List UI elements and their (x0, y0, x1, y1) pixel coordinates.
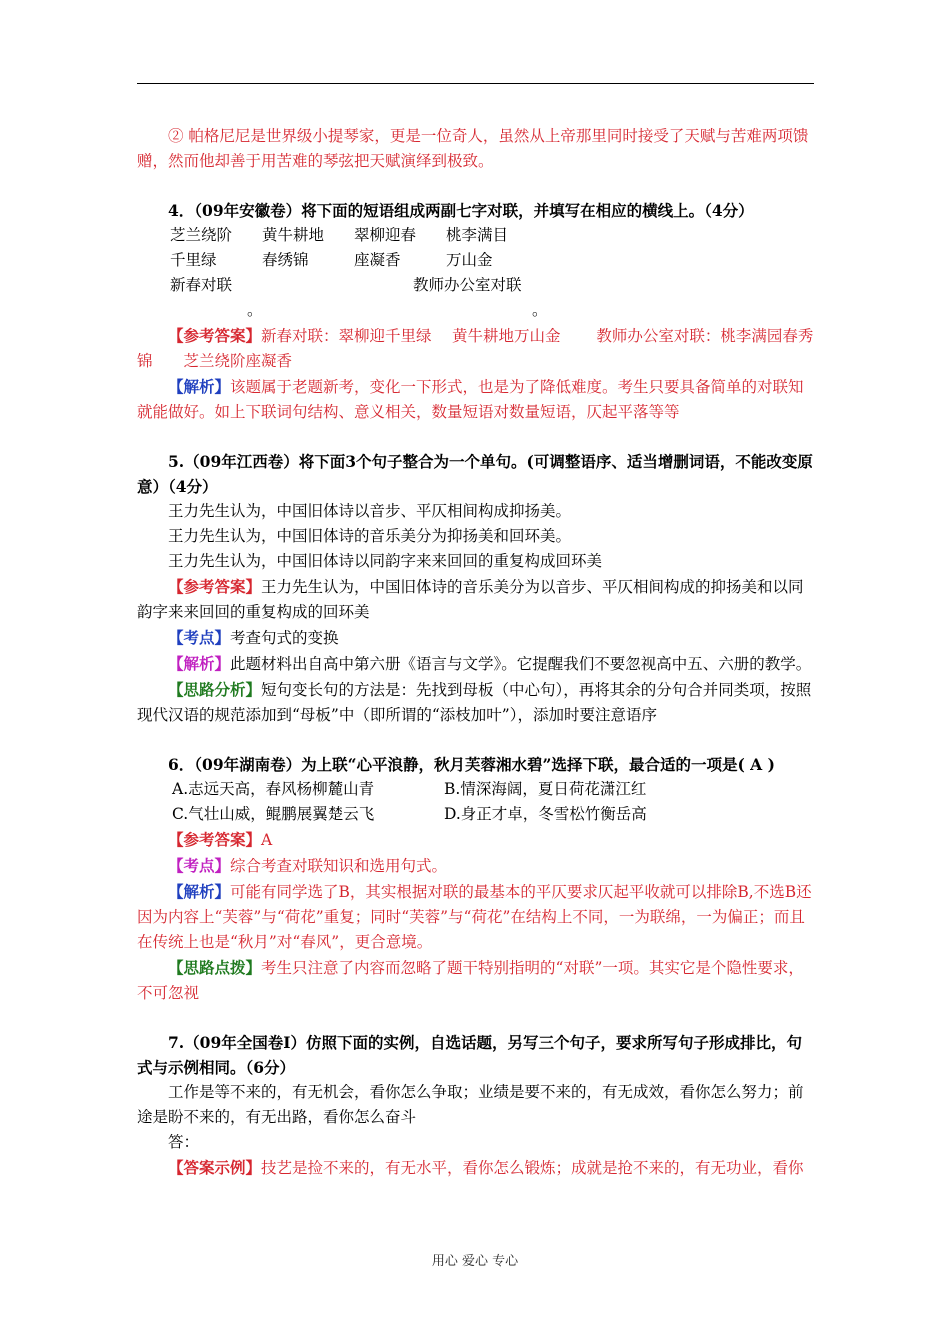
q6-tip (137, 955, 814, 1006)
answer-text: A (261, 831, 273, 849)
analysis-text: 此题材料出自高中第六册《语言与文学》。它提醒我们不要忽视高中五、六册的教学。 (230, 655, 812, 673)
q4-answer (137, 323, 814, 374)
q5-question: 5.（09年江西卷）将下面3个句子整合为一个单句。(可调整语序、适当增删词语，不能改变原意）（4分） (137, 452, 813, 496)
q4-phrases-row2 (137, 248, 814, 273)
analysis-text: 该题属于老题新考，变化一下形式，也是为了降低难度。考生只要具备简单的对联知就能做好。如上下联词句结构、意义相关，数量短语对数量短语，仄起平落等等 (137, 378, 804, 421)
blank-period: 。 (247, 301, 263, 319)
q7-example: 工作是等不来的，有无机会，看你怎么争取；业绩是要不来的，有无成效，看你怎么努力；前途是盼不来的，有无出路，看你怎么奋斗 (137, 1083, 804, 1126)
q6-point (137, 853, 814, 879)
phrase: 芝兰绕阶 (170, 226, 233, 244)
q4-label-left: 新春对联 (170, 276, 233, 294)
analysis-tag: 【解析】 (168, 377, 231, 396)
option-c: C.气壮山威，鲲鹏展翼楚云飞 (172, 805, 375, 823)
q7-answer (137, 1155, 814, 1181)
answer-tag: 【参考答案】 (168, 830, 262, 849)
q6-answer (137, 827, 814, 853)
tip-tag: 【思路点拨】 (168, 958, 262, 977)
answer-text: 新春对联：翠柳迎千里绿 黄牛耕地万山金 教师办公室对联：桃李满园春秀锦 芝兰绕阶座凝香 (137, 327, 814, 370)
q4-label-right: 教师办公室对联 (413, 276, 522, 294)
phrase: 春绣锦 (262, 251, 309, 269)
phrase: 黄牛耕地 (262, 226, 325, 244)
q5-sentence: 王力先生认为，中国旧体诗以音步、平仄相间构成抑扬美。 (168, 502, 572, 520)
q4-phrases-row1 (137, 223, 814, 248)
q7-question: 7.（09年全国卷Ⅰ）仿照下面的实例，自选话题，另写三个句子，要求所写句子形成排比，句式与示例相同。（6分） (137, 1033, 803, 1077)
q6-question: 6．（09年湖南卷）为上联“心平浪静，秋月芙蓉湘水碧”选择下联，最合适的一项是( A ) (168, 755, 775, 774)
tip-text: 考生只注意了内容而忽略了题干特别指明的“对联”一项。其实它是个隐性要求，不可忽视 (137, 959, 804, 1002)
option-b: B.情深海阔，夏日荷花潇江红 (444, 780, 647, 798)
q6-analysis (137, 879, 814, 955)
q5-thinking (137, 677, 814, 728)
phrase: 万山金 (446, 251, 493, 269)
q4-labels (137, 273, 814, 298)
phrase: 桃李满目 (446, 226, 509, 244)
q5-sentence: 王力先生认为，中国旧体诗以同韵字来来回回的重复构成回环美 (168, 552, 603, 570)
q4-question: 4．（09年安徽卷）将下面的短语组成两副七字对联，并填写在相应的横线上。（4分） (168, 201, 754, 220)
point-text: 考查句式的变换 (230, 629, 339, 647)
header-rule (137, 83, 814, 84)
document-body (137, 124, 814, 1181)
phrase: 千里绿 (170, 251, 217, 269)
analysis-tag: 【解析】 (168, 654, 231, 673)
option-d: D.身正才卓，冬雪松竹衡岳高 (444, 805, 647, 823)
point-tag: 【考点】 (168, 628, 231, 647)
q4-analysis (137, 374, 814, 425)
answer-text: 技艺是捡不来的，有无水平，看你怎么锻炼；成就是抢不来的，有无功业，看你 (261, 1159, 804, 1177)
blank-period: 。 (532, 301, 548, 319)
page-footer: 用心 爱心 专心 (431, 1254, 519, 1269)
q5-analysis (137, 651, 814, 677)
continued-paragraph: ② 帕格尼尼是世界级小提琴家，更是一位奇人，虽然从上帝那里同时接受了天赋与苦难两项馈赠，然而他却善于用苦难的琴弦把天赋演绎到极致。 (137, 127, 809, 170)
phrase: 座凝香 (354, 251, 401, 269)
answer-text: 王力先生认为，中国旧体诗的音乐美分为以音步、平仄相间构成的抑扬美和以同韵字来来回回的重复构成的回环美 (137, 578, 804, 621)
analysis-tag: 【解析】 (168, 882, 231, 901)
option-a: A.志远天高，春风杨柳麓山青 (172, 780, 375, 798)
think-tag: 【思路分析】 (168, 680, 262, 699)
point-text: 综合考查对联知识和选用句式。 (230, 857, 448, 875)
point-tag: 【考点】 (168, 856, 231, 875)
answer-tag: 【参考答案】 (168, 577, 262, 596)
q7-answer-label: 答： (168, 1133, 200, 1151)
analysis-text: 可能有同学选了B，其实根据对联的最基本的平仄要求仄起平收就可以排除B,不选B还因为内容上“芙蓉”与“荷花”重复；同时“芙蓉”与“荷花”在结构上不同，一为联绵，一为偏正；而且在传统上也是“秋月”对“春风”，更合意境。 (137, 883, 812, 951)
think-text: 短句变长句的方法是：先找到母板（中心句），再将其余的分句合并同类项，按照现代汉语的规范添加到“母板”中（即所谓的“添枝加叶”），添加时要注意语序 (137, 681, 812, 724)
q5-answer (137, 574, 814, 625)
answer-tag: 【答案示例】 (168, 1158, 262, 1177)
phrase: 翠柳迎春 (354, 226, 417, 244)
q4-blanks (137, 298, 814, 323)
answer-tag: 【参考答案】 (168, 326, 262, 345)
q6-options-row1 (137, 777, 814, 802)
q5-point (137, 625, 814, 651)
q5-sentence: 王力先生认为，中国旧体诗的音乐美分为抑扬美和回环美。 (168, 527, 572, 545)
q6-options-row2 (137, 802, 814, 827)
